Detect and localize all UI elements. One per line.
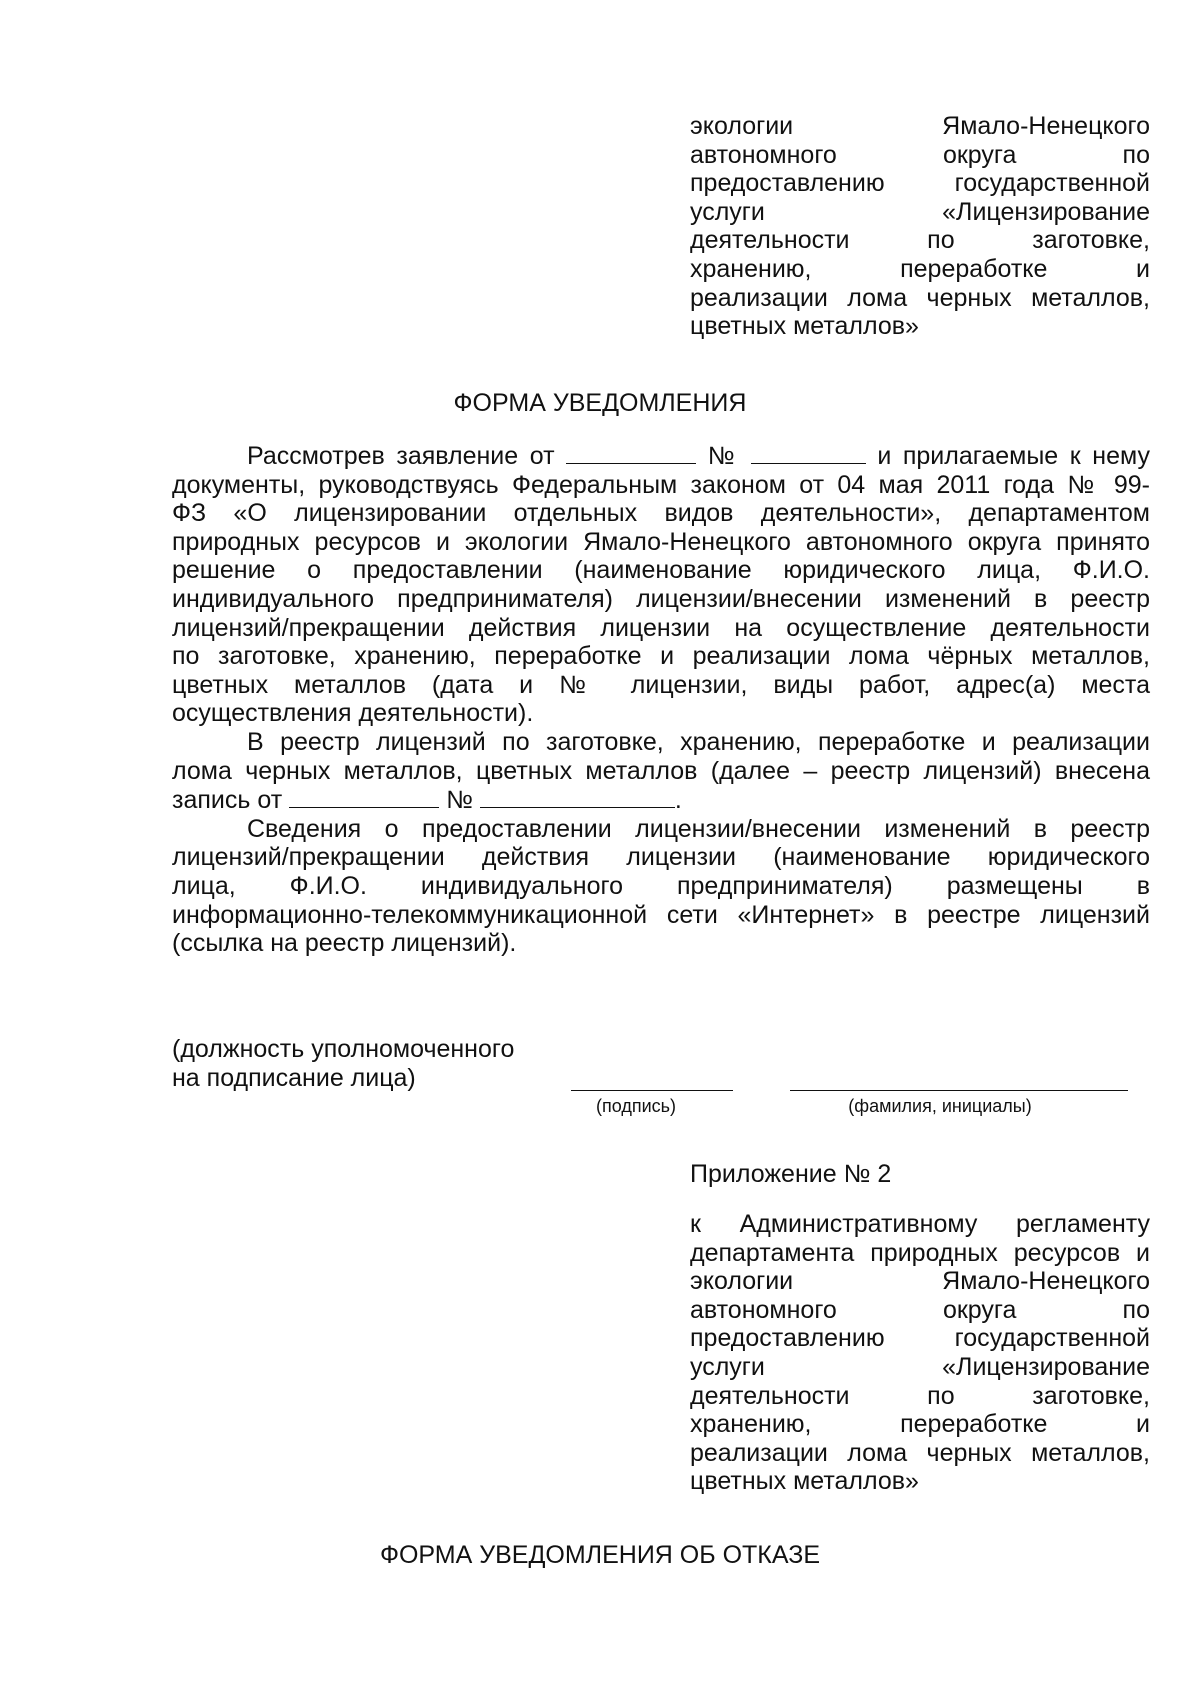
appendix-2-line: департамента природных ресурсов и [690, 1238, 1150, 1267]
paragraph-line: лома черных металлов, цветных металлов (далее – реестр лицензий) внесена [172, 756, 1150, 785]
paragraph-line: цветных металлов (дата и № лицензии, виды работ, адрес(а) места [172, 670, 1150, 699]
paragraph-line: по заготовке, хранению, переработке и реализации лома чёрных металлов, [172, 642, 1150, 671]
text-fragment: . [674, 786, 682, 815]
appendix-2-line: цветных металлов» [690, 1467, 919, 1496]
appendix-2-line: деятельности по заготовке, [690, 1381, 1150, 1410]
paragraph-line: лицензий/прекращении действия лицензии (наименование юридического [172, 843, 1150, 872]
record-number-blank [480, 785, 675, 808]
paragraph-line [172, 441, 1150, 471]
appendix-2-line: к Административному регламенту [690, 1210, 1150, 1238]
paragraph-line: информационно-телекоммуникационной сети «Интернет» в реестре лицензий [172, 900, 1150, 929]
appendix-2-line: автономного округа по [690, 1295, 1150, 1324]
appendix-top-line: деятельности по заготовке, [690, 226, 1150, 255]
appendix-2-line: хранению, переработке и [690, 1410, 1150, 1439]
text-fragment: Рассмотрев заявление от [247, 442, 555, 470]
name-caption: (фамилия, инициалы) [848, 1096, 1032, 1116]
form-title: ФОРМА УВЕДОМЛЕНИЯ [453, 389, 747, 417]
appendix-top-line: хранению, переработке и [690, 254, 1150, 283]
signatory-position-line: на подписание лица) [172, 1063, 416, 1092]
appendix-top-block [690, 112, 1150, 341]
signatory-position [172, 1035, 572, 1092]
appendix-title: Приложение № 2 [690, 1160, 892, 1188]
signatory-position-line: (должность уполномоченного [172, 1035, 515, 1063]
paragraph-line: индивидуального предпринимателя) лицензии/внесении изменений в реестр [172, 584, 1150, 613]
paragraph-line: лицензий/прекращении действия лицензии на осуществление деятельности [172, 613, 1150, 642]
appendix-top-line: предоставлению государственной [690, 169, 1150, 198]
application-number-blank [751, 441, 866, 464]
text-fragment: запись от [172, 786, 283, 815]
paragraph-line: решение о предоставлении (наименование юридического лица, Ф.И.О. [172, 556, 1150, 585]
text-fragment: и прилагаемые к нему [877, 442, 1150, 470]
appendix-top-line: цветных металлов» [690, 312, 919, 341]
paragraph-line [172, 785, 1150, 815]
paragraph-line: лица, Ф.И.О. индивидуального предпринимателя) размещены в [172, 871, 1150, 900]
paragraph-line: (ссылка на реестр лицензий). [172, 929, 517, 958]
appendix-top-line: услуги «Лицензирование [690, 197, 1150, 226]
application-date-blank [566, 441, 696, 464]
signature-caption: (подпись) [595, 1096, 677, 1116]
appendix-top-line: экологии Ямало-Ненецкого [690, 112, 1150, 140]
appendix-2-line: экологии Ямало-Ненецкого [690, 1267, 1150, 1296]
appendix-2-line: реализации лома черных металлов, [690, 1438, 1150, 1467]
appendix-top-line: автономного округа по [690, 140, 1150, 169]
text-fragment: № [707, 442, 740, 470]
appendix-2-line: услуги «Лицензирование [690, 1352, 1150, 1381]
paragraph-line: ФЗ «О лицензировании отдельных видов деятельности», департаментом [172, 499, 1150, 528]
paragraph-line: В реестр лицензий по заготовке, хранению, переработке и реализации [247, 727, 1150, 756]
name-line [790, 1090, 1128, 1091]
paragraph-line: Сведения о предоставлении лицензии/внесении изменений в реестр [247, 814, 1150, 843]
text-fragment: № [446, 786, 473, 815]
refusal-form-title: ФОРМА УВЕДОМЛЕНИЯ ОБ ОТКАЗЕ [379, 1541, 821, 1569]
paragraph-line: природных ресурсов и экологии Ямало-Ненецкого автономного округа принято [172, 527, 1150, 556]
appendix-2-block [690, 1210, 1150, 1496]
paragraph-line: документы, руководствуясь Федеральным законом от 04 мая 2011 года № 99- [172, 470, 1150, 499]
appendix-top-line: реализации лома черных металлов, [690, 283, 1150, 312]
signature-line [571, 1090, 733, 1091]
form-body [172, 441, 1150, 958]
appendix-2-line: предоставлению государственной [690, 1324, 1150, 1353]
record-date-blank [289, 785, 439, 808]
paragraph-line: осуществления деятельности). [172, 699, 534, 728]
